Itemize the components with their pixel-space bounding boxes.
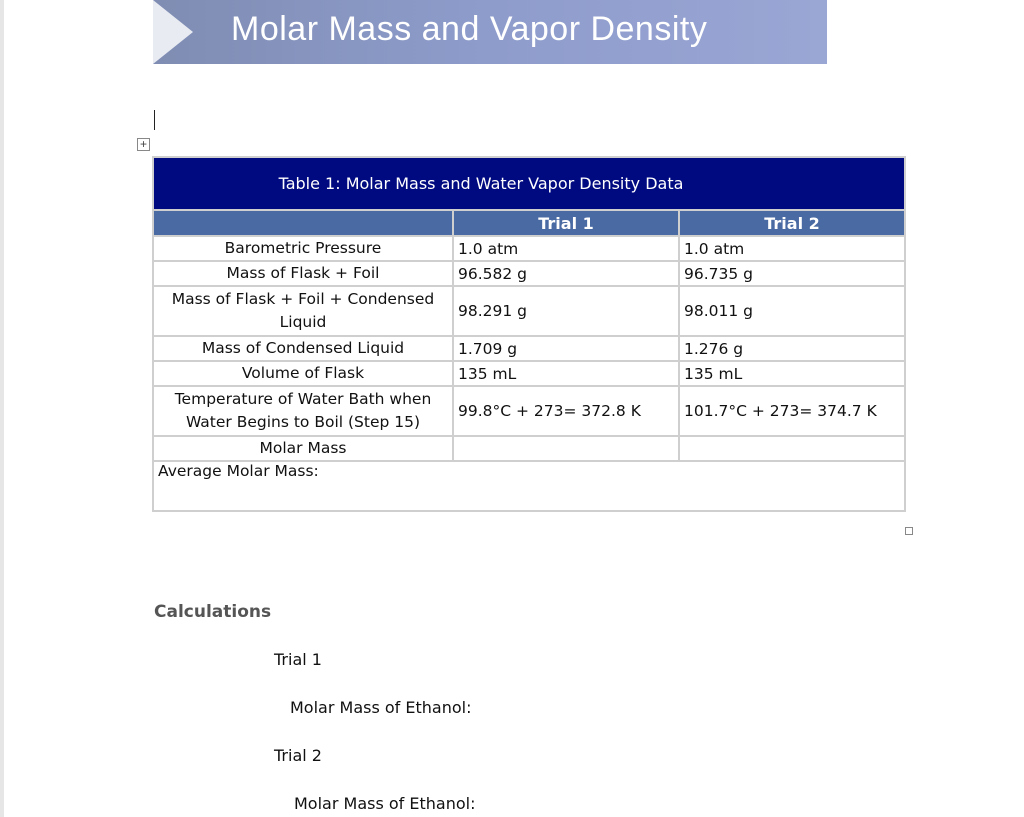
row-label[interactable]: Volume of Flask	[153, 361, 453, 386]
average-molar-mass[interactable]: Average Molar Mass:	[153, 461, 905, 511]
table-row	[153, 386, 905, 436]
row-label[interactable]: Temperature of Water Bath when Water Begins to Boil (Step 15)	[153, 386, 453, 436]
table-row	[153, 261, 905, 286]
trial-2-value[interactable]: 98.011 g	[679, 286, 905, 336]
trial-2-value[interactable]: 1.0 atm	[679, 236, 905, 261]
row-label[interactable]: Mass of Condensed Liquid	[153, 336, 453, 361]
table-resize-handle[interactable]	[905, 527, 913, 535]
table-row	[153, 336, 905, 361]
trial-1-value[interactable]	[453, 436, 679, 461]
table-row	[153, 361, 905, 386]
calculations-heading: Calculations	[154, 602, 272, 622]
trial-1-value[interactable]: 1.709 g	[453, 336, 679, 361]
trial-1-value[interactable]: 96.582 g	[453, 261, 679, 286]
page-left-edge	[0, 0, 4, 817]
trial-2-value[interactable]	[679, 436, 905, 461]
document-title: Molar Mass and Vapor Density	[231, 10, 708, 48]
row-label[interactable]: Molar Mass	[153, 436, 453, 461]
header-blank[interactable]	[153, 210, 453, 236]
trial-1-label: Trial 1	[274, 650, 322, 669]
table-title[interactable]: Table 1: Molar Mass and Water Vapor Density Data	[153, 157, 905, 210]
table-row	[153, 436, 905, 461]
trial-1-value[interactable]: 1.0 atm	[453, 236, 679, 261]
row-label[interactable]: Mass of Flask + Foil	[153, 261, 453, 286]
text-cursor	[154, 110, 155, 130]
trial-2-label: Trial 2	[274, 746, 322, 765]
molar-mass-table	[152, 156, 906, 512]
row-label[interactable]: Mass of Flask + Foil + Condensed Liquid	[153, 286, 453, 336]
trial-1-value[interactable]: 135 mL	[453, 361, 679, 386]
trial-2-value[interactable]: 101.7°C + 273= 374.7 K	[679, 386, 905, 436]
trial-1-value[interactable]: 99.8°C + 273= 372.8 K	[453, 386, 679, 436]
trial-2-value[interactable]: 96.735 g	[679, 261, 905, 286]
trial-1-molar-mass: Molar Mass of Ethanol:	[290, 698, 472, 717]
trial-2-value[interactable]: 1.276 g	[679, 336, 905, 361]
average-row	[153, 461, 905, 511]
row-label[interactable]: Barometric Pressure	[153, 236, 453, 261]
table-row	[153, 286, 905, 336]
trial-2-molar-mass: Molar Mass of Ethanol:	[294, 794, 476, 813]
title-banner	[153, 0, 827, 64]
header-trial-2[interactable]: Trial 2	[679, 210, 905, 236]
table-row	[153, 236, 905, 261]
trial-1-value[interactable]: 98.291 g	[453, 286, 679, 336]
table-move-handle-icon[interactable]: +	[137, 138, 150, 151]
header-trial-1[interactable]: Trial 1	[453, 210, 679, 236]
trial-2-value[interactable]: 135 mL	[679, 361, 905, 386]
chevron-decoration	[153, 0, 193, 64]
